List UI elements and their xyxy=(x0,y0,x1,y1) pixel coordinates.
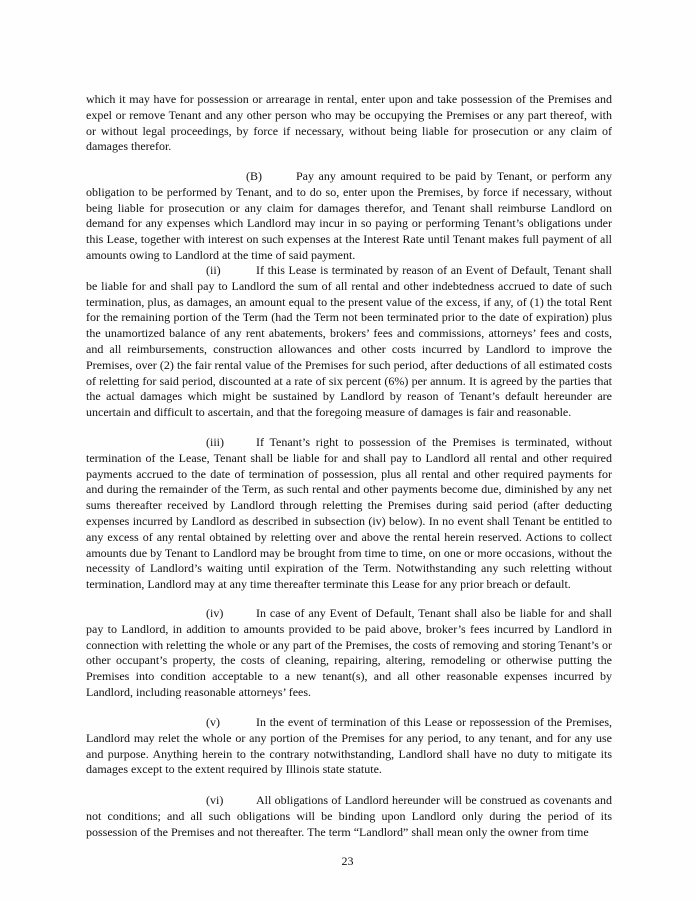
page-number: 23 xyxy=(341,854,354,868)
paragraph-text: Pay any amount required to be paid by Tenant, or perform any obligation to be performed by Tenant, and to do so, enter upon the Premises, by force if necessary, without being liable for prosecution or any claim for damages therefor, and Tenant shall reimburse Landlord on demand for any expenses which Landlord may incur in so paying or performing Tenant’s obligations under this Lease, together with interest on such expenses at the Interest Rate until Tenant makes full payment of all amounts owing to Landlord at the time of said payment. xyxy=(86,169,612,262)
paragraph-label: (iii) xyxy=(206,435,224,449)
paragraph-iii xyxy=(86,435,612,593)
paragraph-label: (v) xyxy=(206,715,220,729)
paragraph-label: (iv) xyxy=(206,606,224,620)
paragraph-b xyxy=(86,169,612,264)
paragraph-text: In case of any Event of Default, Tenant shall also be liable for and shall pay to Landlord, in addition to amounts provided to be paid above, broker’s fees incurred by Landlord in connection with reletting the whole or any part of the Premises, the costs of removing and storing Tenant’s or other occupant’s property, the costs of cleaning, repairing, altering, remodeling or otherwise putting the Premises into condition acceptable to a new tenant(s), and all other reasonable expenses incurred by Landlord, including reasonable attorneys’ fees. xyxy=(86,606,612,699)
paragraph-label: (vi) xyxy=(206,793,224,807)
paragraph-continued xyxy=(86,92,612,155)
paragraph-text: In the event of termination of this Lease or repossession of the Premises, Landlord may relet the whole or any portion of the Premises for any period, to any tenant, and for any use and purpose. Anything herein to the contrary notwithstanding, Landlord shall have no duty to mitigate its damages except to the extent required by Illinois state statute. xyxy=(86,715,612,777)
paragraph-label: (ii) xyxy=(206,263,221,277)
paragraph-text: All obligations of Landlord hereunder will be construed as covenants and not conditions; and all such obligations will be binding upon Landlord only during the period of its possession of the Premises and not thereafter. The term “Landlord” shall mean only the owner from time xyxy=(86,793,612,839)
paragraph-text: If Tenant’s right to possession of the Premises is terminated, without termination of the Lease, Tenant shall be liable for and shall pay to Landlord all rental and other required payments accrued to the date of termination of possession, plus all rental and other required payments for and during the remainder of the Term, as such rental and other payments become due, diminished by any net sums thereafter received by Landlord through reletting the Premises during said period (after deducting expenses incurred by Landlord as described in subsection (iv) below). In no event shall Tenant be entitled to any excess of any rental obtained by reletting over and above the rental herein reserved. Actions to collect amounts due by Tenant to Landlord may be brought from time to time, on one or more occasions, without the necessity of Landlord’s waiting until expiration of the Term. Notwithstanding any such reletting without termination, Landlord may at any time thereafter terminate this Lease for any prior breach or default. xyxy=(86,435,612,592)
paragraph-label: (B) xyxy=(246,169,262,183)
paragraph-v xyxy=(86,715,612,778)
paragraph-iv xyxy=(86,606,612,701)
paragraph-vi xyxy=(86,793,612,840)
paragraph-text: If this Lease is terminated by reason of an Event of Default, Tenant shall be liable for and shall pay to Landlord the sum of all rental and other indebtedness accrued to date of such termination, plus, as damages, an amount equal to the present value of the excess, if any, of (1) the total Rent for the remaining portion of the Term (had the Term not been terminated prior to the date of expiration) plus the unamortized balance of any rent abatements, brokers’ fees and commissions, attorneys’ fees and costs, and all reimbursements, construction allowances and other costs incurred by Landlord to improve the Premises, over (2) the fair rental value of the Premises for such period, after deductions of all estimated costs of reletting for said period, discounted at a rate of six percent (6%) per annum. It is agreed by the parties that the actual damages which might be sustained by Landlord by reason of Tenant’s default hereunder are uncertain and difficult to ascertain, and that the foregoing measure of damages is fair and reasonable. xyxy=(86,263,612,420)
paragraph-ii xyxy=(86,263,612,421)
paragraph-text: which it may have for possession or arrearage in rental, enter upon and take possession of the Premises and expel or remove Tenant and any other person who may be occupying the Premises or any part thereof, with or without legal proceedings, by force if necessary, without being liable for prosecution or any claim of damages therefor. xyxy=(86,92,612,154)
